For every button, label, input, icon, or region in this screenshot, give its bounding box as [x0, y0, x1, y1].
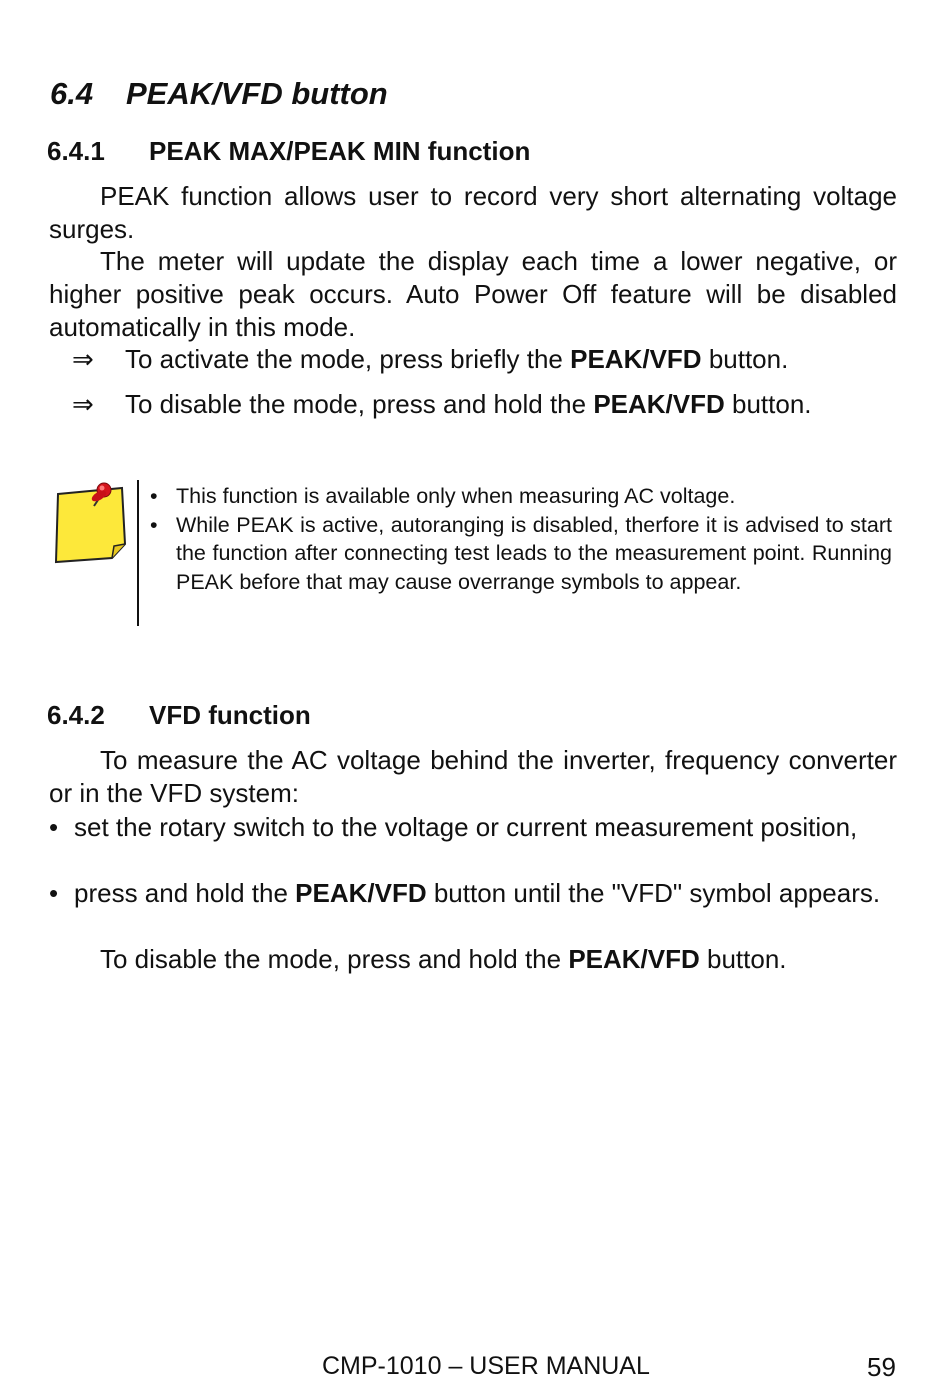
disable-instruction	[72, 388, 902, 421]
page-number: 59	[867, 1352, 896, 1382]
peak-intro-paragraph: PEAK function allows user to record very short alternating voltage surges.	[49, 181, 897, 244]
instruction-text: To activate the mode, press briefly the PEAK/VFD button.	[125, 344, 789, 374]
button-name: PEAK/VFD	[295, 878, 427, 908]
bullet: •	[150, 512, 158, 537]
instruction-text: To disable the mode, press and hold the PEAK/VFD button.	[125, 389, 812, 419]
note-item: • This function is available only when measuring AC voltage.	[150, 482, 892, 511]
note-item: • While PEAK is active, autoranging is disabled, therfore it is advised to start the function after connecting test leads to the measurement point. Running PEAK before that may cause overrange symbols to appear.	[150, 511, 892, 597]
subsection-number: 6.4.2	[47, 700, 105, 730]
vfd-disable-paragraph: To disable the mode, press and hold the PEAK/VFD button.	[100, 944, 787, 974]
arrow-bullet: ⇒	[72, 389, 94, 419]
arrow-bullet: ⇒	[72, 344, 94, 374]
bullet: •	[49, 812, 59, 842]
vfd-step-2: • press and hold the PEAK/VFD button until the "VFD" symbol appears.	[49, 878, 881, 908]
peak-update-paragraph: The meter will update the display each time a lower negative, or higher positive peak occurs. Auto Power Off feature will be disabled automatically in this mode.	[49, 246, 897, 342]
subsection-title: PEAK MAX/PEAK MIN function	[149, 136, 531, 166]
section-title: PEAK/VFD button	[126, 76, 388, 111]
subsection-number: 6.4.1	[47, 136, 105, 166]
vfd-step-1: • set the rotary switch to the voltage or current measurement position,	[49, 812, 858, 842]
bullet: •	[49, 878, 59, 908]
vfd-intro-paragraph: To measure the AC voltage behind the inverter, frequency converter or in the VFD system:	[49, 745, 897, 808]
button-name: PEAK/VFD	[568, 944, 700, 974]
note-list	[150, 482, 892, 596]
subsection-heading-6-4-2	[47, 700, 311, 731]
button-name: PEAK/VFD	[570, 344, 702, 374]
subsection-heading-6-4-1	[47, 136, 530, 167]
activate-instruction	[72, 343, 902, 376]
section-number: 6.4	[50, 76, 94, 111]
note-divider	[137, 480, 139, 626]
footer-title: CMP-1010 – USER MANUAL	[322, 1352, 650, 1380]
sticky-note-pin-icon	[52, 478, 132, 566]
button-name: PEAK/VFD	[593, 389, 725, 419]
bullet: •	[150, 484, 158, 508]
subsection-title: VFD function	[149, 700, 311, 730]
section-heading	[50, 76, 388, 112]
